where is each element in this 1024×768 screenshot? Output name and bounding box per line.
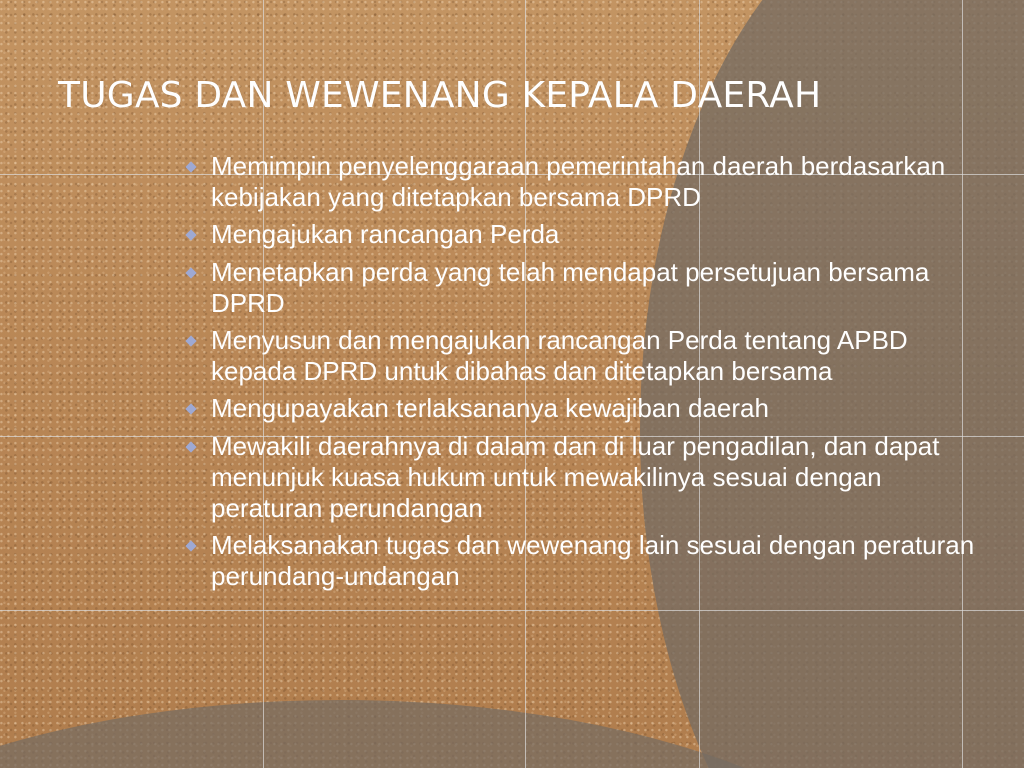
bullet-item-7	[185, 530, 975, 592]
bullet-item-3	[185, 257, 975, 319]
bullet-item-4	[185, 325, 975, 387]
bullet-text: Menetapkan perda yang telah mendapat persetujuan bersama DPRD	[211, 256, 930, 318]
slide-title: TUGAS DAN WEWENANG KEPALA DAERAH	[58, 75, 822, 116]
bullet-item-5	[185, 393, 975, 424]
bullet-item-6	[185, 431, 975, 525]
bullet-text: Mewakili daerahnya di dalam dan di luar pengadilan, dan dapat menunjuk kuasa hukum untuk mewakilinya sesuai dengan peraturan perundangan	[211, 430, 940, 523]
bullet-text: Menyusun dan mengajukan rancangan Perda tentang APBD kepada DPRD untuk dibahas dan ditetapkan bersama	[211, 324, 908, 387]
bullet-text: Mengupayakan terlaksananya kewajiban daerah	[211, 393, 769, 424]
bullet-text: Mengajukan rancangan Perda	[211, 219, 560, 250]
bullet-item-1	[185, 151, 975, 213]
grid-line-horizontal-3	[0, 610, 1024, 611]
bullet-text: Melaksanakan tugas dan wewenang lain sesuai dengan peraturan perundang-undangan	[211, 530, 975, 592]
bullet-item-2	[185, 219, 975, 250]
bullet-text: Memimpin penyelenggaraan pemerintahan daerah berdasarkan kebijakan yang ditetapkan bersama DPRD	[211, 151, 946, 213]
bullet-list	[185, 151, 975, 598]
